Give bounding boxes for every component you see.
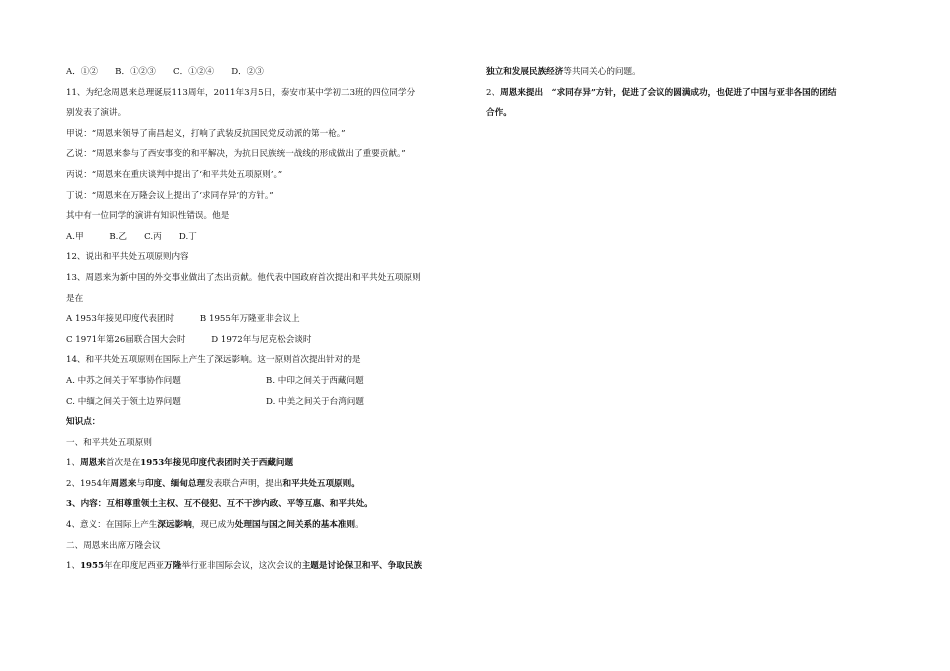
point6-text: 周恩来提出 “求同存异”方针，促进了会议的圆满成功，也促进了中国与亚非各国的团结 [500,87,837,98]
point5-text1: 年在印度尼西亚 [103,561,165,572]
point5-text2: 举行亚非国际会议，这次会议的 [181,561,302,572]
point2-name: 周恩来 [110,478,137,489]
q14-option-b: B. 中印之间关于西藏问题 [266,375,364,386]
q13-options-cd: C 1971年第26届联合国大会时 D 1972年与尼克松会谈时 [66,334,312,345]
point5-place: 万隆 [164,561,182,572]
q14-options-cd [66,392,474,413]
point5-year: 1955 [80,561,104,572]
q11-statement-jia: 甲说：“周恩来领导了南昌起义，打响了武装反抗国民党反动派的第一枪。” [66,128,346,139]
q11-statement-yi: 乙说：“周恩来参与了西安事变的和平解决，为抗日民族统一战线的形成做出了重要贡献。” [66,149,406,160]
point1-text: 首次是在 [105,458,141,469]
q14-option-d: D. 中美之间关于台湾问题 [266,396,364,407]
point5-continued [486,62,896,83]
q13-stem-line1: 13、周恩来为新中国的外交事业做出了杰出贡献。他代表中国政府首次提出和平共处五项原则 [66,272,421,283]
point4-highlight1: 深远影响 [157,520,192,531]
point2-text1: 与 [136,478,145,489]
point2-text2: 发表联合声明，提出 [205,478,283,489]
q14-option-a: A. 中苏之间关于军事协作问题 [66,375,181,386]
point2-number: 2、1954年 [66,478,111,489]
q11-stem-line1: 11、为纪念周恩来总理诞辰113周年，2011年3月5日，泰安市某中学初二3班的四位同学分 [66,87,416,98]
q14-question: 14、和平共处五项原则在国际上产生了深远影响。这一原则首次提出针对的是 [66,355,361,366]
point4-text1: 4、意义：在国际上产生 [66,520,158,531]
point6-number: 2、 [486,87,501,98]
point1-name: 周恩来 [80,458,106,469]
point6-line1 [486,83,896,104]
left-column [66,62,474,577]
q12-question: 12、说出和平共处五项原则内容 [66,252,189,263]
point2 [66,474,474,495]
point2-leaders: 印度、缅甸总理 [144,478,206,489]
point4 [66,515,474,536]
point5 [66,556,474,577]
point5-end: 等共同关心的问题。 [563,67,641,77]
point4-text2: ，现已成为 [191,520,235,531]
point1-highlight: 1953年接见印度代表团时关于西藏问题 [140,458,294,469]
point5-number: 1、 [66,561,81,572]
q11-statement-ding: 丁说：“周恩来在万隆会议上提出了‘求同存异’的方针。” [66,190,274,201]
point4-highlight2: 处理国与国之间关系的基本准则 [234,520,356,531]
point4-end: 。 [355,520,364,531]
q11-options: A.甲 B.乙 C.丙 D.丁 [66,231,197,242]
q11-statement-bing: 丙说：“周恩来在重庆谈判中提出了‘和平共处五项原则’。” [66,169,283,180]
point5-theme: 主题是讨论保卫和平、争取民族 [301,561,423,572]
point2-highlight: 和平共处五项原则。 [282,478,360,489]
right-column [486,62,896,124]
q13-options-ab: A 1953年接见印度代表团时 B 1955年万隆亚非会议上 [66,314,300,325]
q14-options-ab [66,371,474,392]
point1-number: 1、 [66,458,81,469]
section1-title: 一、和平共处五项原则 [66,437,152,448]
q13-stem-line2: 是在 [66,293,84,304]
q11-stem-line2: 别发表了演讲。 [66,108,127,119]
point5-theme-continued: 独立和发展民族经济 [486,67,564,77]
point6-line2: 合作。 [486,108,512,119]
section2-title: 二、周恩来出席万隆会议 [66,540,161,551]
knowledge-heading: 知识点： [66,417,101,428]
point3: 3、内容：互相尊重领土主权、互不侵犯、互不干涉内政、平等互惠、和平共处。 [66,499,373,510]
q11-question: 其中有一位同学的演讲有知识性错误。他是 [66,211,230,222]
point1 [66,453,474,474]
q10-options: A．①② B．①②③ C．①②④ D．②③ [66,67,264,77]
q14-option-c: C. 中缅之间关于领土边界问题 [66,396,181,407]
